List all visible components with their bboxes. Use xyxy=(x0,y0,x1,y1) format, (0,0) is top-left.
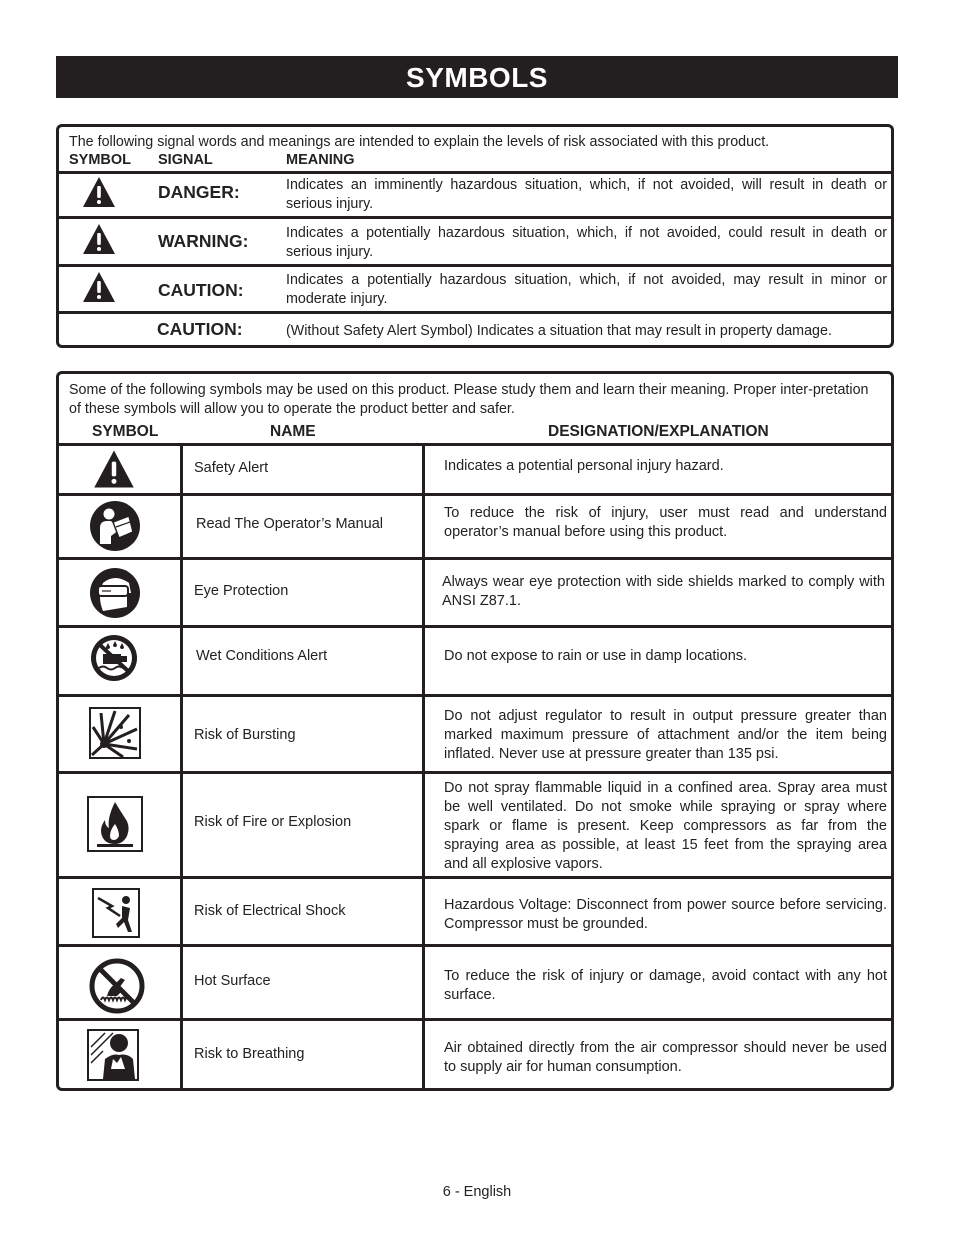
signal-meaning: Indicates a potentially hazardous situation, which, if not avoided, may result in minor or moderate injury. xyxy=(286,272,887,307)
electrical-shock-icon xyxy=(92,888,140,938)
symbol-description: Do not expose to rain or use in damp locations. xyxy=(444,648,748,664)
signal-word: WARNING: xyxy=(158,231,249,251)
header-name: NAME xyxy=(270,423,316,440)
safety-alert-icon xyxy=(91,448,137,490)
page-footer: 6 - English xyxy=(442,1184,512,1200)
breathing-risk-icon xyxy=(87,1029,139,1081)
signal-intro: The following signal words and meanings are intended to explain the levels of risk associated with this product. xyxy=(69,134,770,150)
signal-words-table xyxy=(56,124,894,348)
symbol-name: Hot Surface xyxy=(194,973,271,989)
symbol-description: Hazardous Voltage: Disconnect from power source before servicing. Compressor must be grounded. xyxy=(444,897,887,932)
symbol-name: Risk of Fire or Explosion xyxy=(194,814,352,830)
symbol-name: Wet Conditions Alert xyxy=(196,648,328,664)
safety-alert-icon xyxy=(81,222,117,256)
symbol-description: Air obtained directly from the air compressor should never be used to supply air for human consumption. xyxy=(444,1040,887,1075)
signal-word: CAUTION: xyxy=(157,319,243,339)
symbol-description: To reduce the risk of injury, user must read and understand operator’s manual before using this product. xyxy=(444,505,887,540)
symbol-name: Read The Operator’s Manual xyxy=(196,516,383,532)
safety-alert-icon xyxy=(81,175,117,209)
fire-icon xyxy=(87,796,143,852)
signal-meaning: Indicates a potentially hazardous situation, which, if not avoided, could result in death or serious injury. xyxy=(286,225,887,260)
header-symbol: SYMBOL xyxy=(92,423,159,440)
symbol-name: Risk to Breathing xyxy=(194,1046,305,1062)
signal-word: CAUTION: xyxy=(158,280,244,300)
signal-meaning: (Without Safety Alert Symbol) Indicates a situation that may result in property damage. xyxy=(286,323,832,339)
eye-protection-icon xyxy=(89,567,141,619)
safety-alert-icon xyxy=(81,270,117,304)
hot-surface-icon xyxy=(89,958,145,1014)
symbol-description: Indicates a potential personal injury hazard. xyxy=(444,458,724,474)
wet-conditions-icon xyxy=(90,634,138,682)
symbol-name: Risk of Bursting xyxy=(194,727,296,743)
header-signal: SIGNAL xyxy=(158,152,213,168)
symbol-description: To reduce the risk of injury or damage, avoid contact with any hot surface. xyxy=(444,968,887,1003)
symbol-description: Do not adjust regulator to result in output pressure greater than marked maximum pressure of attachment and/or the item being inflated. Never use at pressure greater than 135 psi. xyxy=(444,708,887,762)
symbols-table xyxy=(56,371,894,1091)
page-title: SYMBOLS xyxy=(56,56,898,98)
symbol-description: Do not spray flammable liquid in a confined area. Spray area must be well ventilated. Do not smoke while spraying or spray where spark or flame is present. Keep compressors as far from the spraying area as possible, at least 15 feet from the spraying area and all explosive vapors. xyxy=(444,780,887,872)
header-designation: DESIGNATION/EXPLANATION xyxy=(548,423,769,440)
symbols-intro: Some of the following symbols may be used on this product. Please study them and learn their meaning. Proper inter-pretation of these symbols will allow you to operate the product better and safer. xyxy=(69,382,869,417)
header-symbol: SYMBOL xyxy=(69,152,132,168)
bursting-icon xyxy=(89,707,141,759)
read-manual-icon xyxy=(89,500,141,552)
symbol-name: Risk of Electrical Shock xyxy=(194,903,346,919)
symbol-name: Safety Alert xyxy=(194,460,269,476)
symbol-name: Eye Protection xyxy=(194,583,289,599)
symbol-description: Always wear eye protection with side shields marked to comply with ANSI Z87.1. xyxy=(442,574,885,609)
signal-meaning: Indicates an imminently hazardous situation, which, if not avoided, will result in death or serious injury. xyxy=(286,177,887,212)
header-meaning: MEANING xyxy=(286,152,355,168)
signal-word: DANGER: xyxy=(158,182,240,202)
